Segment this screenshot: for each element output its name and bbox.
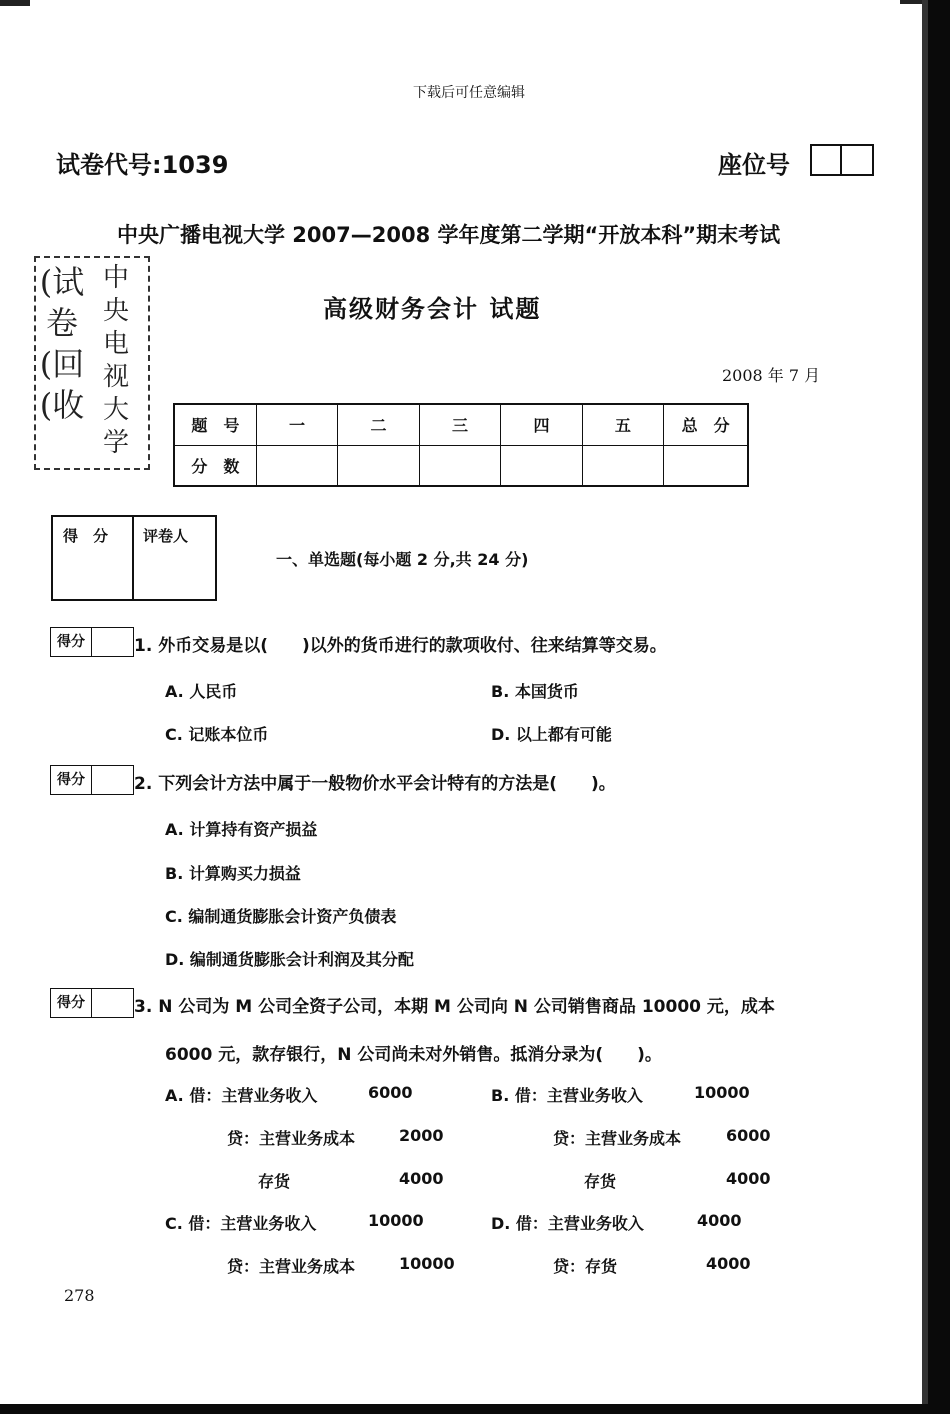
option-c-credit-amount: 10000 (399, 1254, 455, 1273)
option-a-credit: 贷：主营业务成本 (227, 1129, 356, 1148)
question-score-label: 得分 (51, 766, 92, 794)
question-stem: 3. N 公司为 M 公司全资子公司，本期 M 公司向 N 公司销售商品 10000 元，成本 (134, 997, 775, 1017)
option: B. 本国货币 (491, 682, 579, 701)
option-b-inventory: 存货 (584, 1172, 617, 1191)
option-a-inventory-amount: 4000 (399, 1169, 444, 1188)
score-table-header-cell: 题 号 (174, 404, 256, 445)
question-score-label: 得分 (51, 989, 92, 1017)
score-table (173, 403, 749, 487)
page-number: 278 (64, 1286, 95, 1305)
score-table-cell (501, 445, 582, 486)
option: A. 人民币 (165, 682, 238, 701)
option: C. 编制通货膨胀会计资产负债表 (165, 907, 397, 926)
option-c-credit: 贷：主营业务成本 (227, 1257, 356, 1276)
option-d-credit: 贷：存货 (553, 1257, 618, 1276)
option-a-inventory: 存货 (258, 1172, 291, 1191)
scan-edge-bottom (0, 1404, 950, 1414)
question-stem: 1. 外币交易是以( )以外的货币进行的款项收付、往来结算等交易。 (134, 636, 667, 656)
download-note: 下载后可任意编辑 (413, 85, 525, 101)
option: C. 记账本位币 (165, 725, 269, 744)
option-a-debit-amount: 6000 (368, 1083, 413, 1102)
option-b-debit-amount: 10000 (694, 1083, 750, 1102)
score-table-cell (419, 445, 500, 486)
score-table-header-cell: 一 (256, 404, 337, 445)
question-score-box (50, 765, 134, 795)
grader-box (51, 515, 217, 601)
grader-name-label: 评卷人 (143, 527, 189, 545)
question-score-box (50, 988, 134, 1018)
score-table-header-cell: 三 (419, 404, 500, 445)
score-table-cell (664, 445, 748, 486)
score-table-cell (338, 445, 419, 486)
seat-number-box (810, 144, 874, 176)
grader-score-label: 得 分 (63, 527, 109, 545)
option: A. 计算持有资产损益 (165, 820, 318, 839)
option-a-debit: A. 借：主营业务收入 (165, 1086, 318, 1105)
exam-date: 2008 年 7 月 (722, 366, 821, 385)
option-a-credit-amount: 2000 (399, 1126, 444, 1145)
option-b-debit: B. 借：主营业务收入 (491, 1086, 643, 1105)
option-c-debit-amount: 10000 (368, 1211, 424, 1230)
option: D. 编制通货膨胀会计利润及其分配 (165, 950, 414, 969)
score-table-header-cell: 总 分 (664, 404, 748, 445)
score-table-cell: 分 数 (174, 445, 256, 486)
seat-label: 座位号 (718, 151, 790, 179)
score-table-cell (582, 445, 663, 486)
score-table-header-cell: 二 (338, 404, 419, 445)
option: B. 计算购买力损益 (165, 864, 301, 883)
option-d-debit-amount: 4000 (697, 1211, 742, 1230)
option-b-inventory-amount: 4000 (726, 1169, 771, 1188)
option: D. 以上都有可能 (491, 725, 612, 744)
option-b-credit: 贷：主营业务成本 (553, 1129, 682, 1148)
scan-edge-right (928, 0, 950, 1414)
option-d-debit: D. 借：主营业务收入 (491, 1214, 644, 1233)
section-heading: 一、单选题(每小题 2 分,共 24 分) (276, 550, 529, 569)
university-line: 中央广播电视大学 2007—2008 学年度第二学期“开放本科”期末考试 (117, 223, 781, 247)
scan-edge-top-left (0, 0, 30, 6)
score-table-header-cell: 四 (501, 404, 582, 445)
option-d-credit-amount: 4000 (706, 1254, 751, 1273)
option-c-debit: C. 借：主营业务收入 (165, 1214, 317, 1233)
score-table-cell (256, 445, 337, 486)
question-score-label: 得分 (51, 628, 92, 656)
score-table-header-cell: 五 (582, 404, 663, 445)
exam-title: 高级财务会计 试题 (323, 295, 542, 323)
university-seal-stamp: (试 卷 (回 (收 中 央 电 视 大 学 (34, 256, 150, 470)
option-b-credit-amount: 6000 (726, 1126, 771, 1145)
question-score-box (50, 627, 134, 657)
question-stem-continued: 6000 元，款存银行，N 公司尚未对外销售。抵消分录为( )。 (165, 1045, 662, 1065)
exam-code: 试卷代号:1039 (56, 151, 229, 179)
question-stem: 2. 下列会计方法中属于一般物价水平会计特有的方法是( )。 (134, 774, 616, 794)
